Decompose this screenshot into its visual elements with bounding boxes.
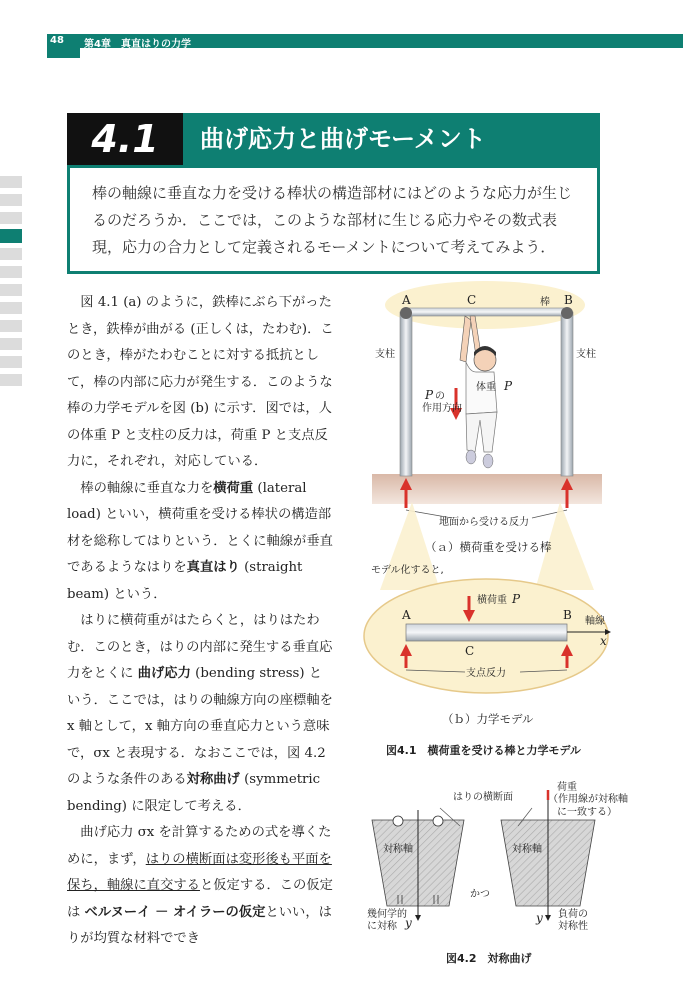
label-load-sym-1: 負荷の — [558, 909, 588, 920]
label-post-left: 支柱 — [375, 349, 395, 360]
label-support-reaction: 支点反力 — [466, 668, 506, 679]
post-left — [400, 312, 412, 476]
label-y-right: y — [536, 911, 543, 925]
label-sym-axis-left: 対称軸 — [383, 844, 413, 855]
label-a: A — [402, 293, 411, 307]
label-y-left: y — [405, 916, 412, 930]
label-p-dir-2: 作用方向 — [422, 403, 462, 414]
label-geo-1: 幾何学的 — [367, 909, 407, 920]
paragraph-3: はりに横荷重がはたらくと，はりはたわむ．このとき，はりの内部に発生する垂直応力をとくに 曲げ応力 (bending stress) という．ここでは，はりの軸線方向の座標軸を x 軸として，x 軸方向の垂直応力という意味で，σx と表現する．なおここでは，図 4.2 のような条件のある対称曲げ (symmetric bending) に限定して考える． — [67, 613, 333, 814]
underlined-assumption: はりの横断面は変形後も平面を保ち，軸線に直交する — [67, 851, 332, 893]
label-load-sym-2: 対称性 — [558, 921, 588, 932]
label-post-right: 支柱 — [576, 349, 596, 360]
label-geo-2: に対称 — [367, 921, 397, 932]
label-ground-reaction: 地面から受ける反力 — [439, 517, 529, 528]
post-right — [561, 312, 573, 476]
label-model-b: B — [563, 608, 572, 622]
page-number: 48 — [50, 35, 64, 46]
label-p-dir-1: の — [435, 391, 445, 402]
label-model-c: C — [465, 644, 475, 658]
joint-b — [561, 307, 573, 319]
label-bar: 棒 — [540, 297, 550, 308]
label-b: B — [564, 293, 573, 307]
section-intro: 棒の軸線に垂直な力を受ける棒状の構造部材にはどのような応力が生じるのだろうか．ここでは，このような部材に生じる応力やその数式表現，応力の合力として定義されるモーメントについて考えてみよう． — [67, 165, 600, 274]
paragraph-4: 曲げ応力 σx を計算するための式を導くために，まず，はりの横断面は変形後も平面を保ち，軸線に直交すると仮定する．この仮定は ベルヌーイ － オイラーの仮定といい，はりが均質な材料ででき — [67, 825, 333, 946]
keyword-bending-stress: 曲げ応力 — [137, 666, 191, 681]
joint-a — [400, 307, 412, 319]
figure-4-1a — [372, 281, 602, 528]
keyword-lateral-load: 横荷重 — [213, 480, 254, 496]
iron-bar — [406, 308, 568, 316]
caption-b: （ｂ）力学モデル — [442, 712, 534, 726]
label-sym-axis-right: 対称軸 — [512, 844, 542, 855]
keyword-symmetric-bending: 対称曲げ — [186, 772, 240, 787]
section-number: 4.1 — [67, 113, 183, 165]
figure-4-1-caption: 図4.1 横荷重を受ける棒と力学モデル — [386, 744, 581, 757]
label-model-a: A — [402, 608, 411, 622]
beam-model — [406, 624, 567, 641]
paragraph-2: 棒の軸線に垂直な力を横荷重 (lateral load) といい，横荷重を受ける棒状の構造部材を総称してはりという．とくに軸線が垂直であるようなはりを真直はり (straight beam) という． — [67, 480, 333, 602]
chapter-title: 第4章 真直はりの力学 — [84, 39, 191, 50]
label-weight-p: P — [504, 379, 513, 393]
paragraph-1: 図 4.1 (a) のように，鉄棒にぶら下がったとき，鉄棒が曲がる (正しくは，たわむ)．このとき，棒がたわむことに対する抵抗として，棒の内部に応力が発生する．このような棒の力学モデルを図 (b) に示す．図では，人の体重 P と支柱の反力は，荷重 P と支点反力に，それぞれ，対応している． — [67, 295, 334, 469]
figure-4-2 — [367, 780, 628, 932]
label-and: かつ — [470, 889, 490, 900]
label-load-p: P — [512, 592, 521, 606]
label-axis: 軸線 — [585, 616, 605, 627]
label-weight: 体重 — [476, 382, 496, 393]
label-cross-section: はりの横断面 — [453, 792, 513, 803]
label-p-dir-symbol: P — [425, 388, 434, 402]
label-x: x — [600, 634, 607, 648]
caption-a: （ａ）横荷重を受ける棒 — [425, 540, 552, 554]
bar-ellipse-highlight — [385, 281, 585, 329]
label-c: C — [467, 293, 477, 307]
keyword-bernoulli-euler: ベルヌーイ － オイラーの仮定 — [84, 904, 266, 920]
figure-4-2-caption: 図4.2 対称曲げ — [446, 952, 532, 965]
label-load-1: 荷重 — [557, 782, 577, 793]
keyword-straight-beam: 真直はり — [186, 560, 240, 575]
section-title: 曲げ応力と曲げモーメント — [200, 125, 486, 153]
label-load-2: （作用線が対称軸 — [548, 794, 628, 805]
label-load-3: に一致する） — [557, 807, 617, 818]
label-modeled: モデル化すると, — [371, 565, 444, 576]
label-load: 横荷重 — [477, 595, 507, 606]
